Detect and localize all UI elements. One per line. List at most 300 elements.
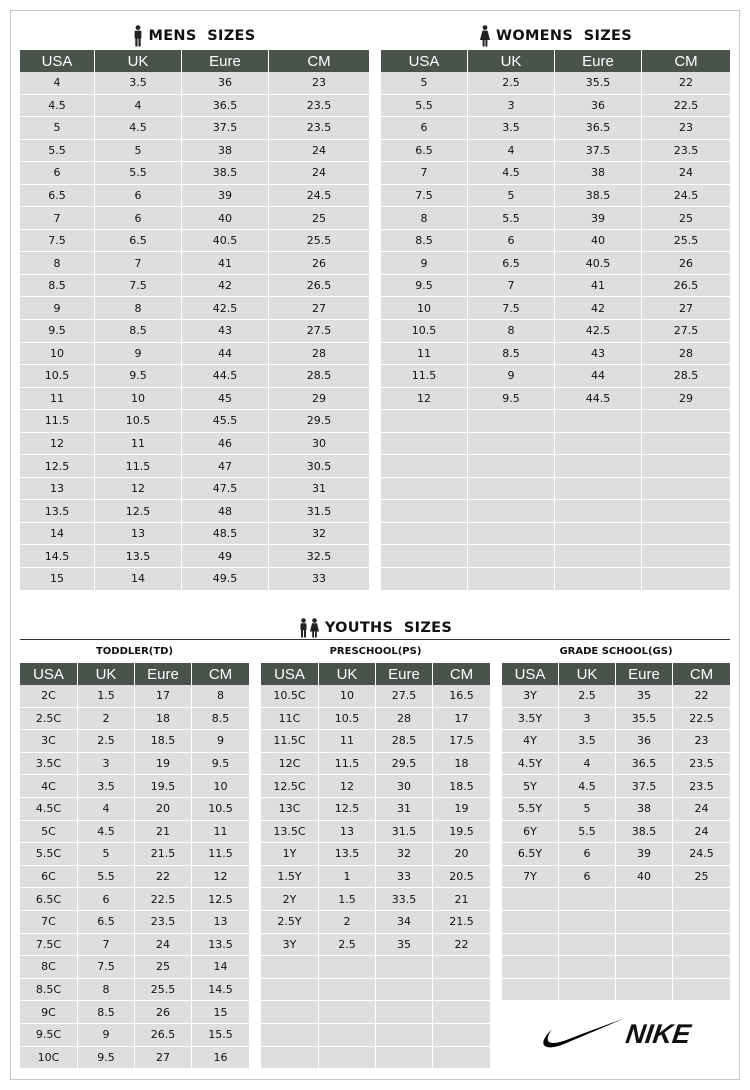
empty-row [261, 1001, 490, 1024]
table-row [381, 343, 730, 366]
table-cell: 37.5 [555, 140, 642, 162]
empty-row [261, 1047, 490, 1070]
table-row [20, 821, 249, 844]
table-cell: 10.5C [261, 685, 319, 707]
table-cell: 9.5 [95, 365, 182, 387]
table-cell: 4.5Y [502, 753, 559, 775]
table-cell [376, 956, 433, 978]
table-cell: 29 [679, 391, 693, 405]
table-cell [319, 1024, 376, 1046]
table-cell: 19 [454, 802, 469, 816]
table-cell [673, 888, 730, 910]
table-cell: 22.5 [673, 98, 699, 112]
table-cell: 8.5 [211, 711, 230, 725]
table-cell: 27 [135, 1047, 192, 1069]
table-cell [381, 523, 468, 545]
mens-title [20, 24, 369, 48]
table-cell: 40 [616, 866, 673, 888]
table-cell: 10C [20, 1047, 78, 1069]
table-cell: 5 [381, 72, 468, 94]
table-cell: 10.5 [208, 802, 233, 816]
table-row [381, 162, 730, 185]
table-cell [381, 433, 468, 455]
table-row [20, 365, 369, 388]
table-cell [555, 500, 642, 522]
table-cell: 22 [454, 937, 469, 951]
table-cell: 22.5 [135, 888, 192, 910]
table-cell: 4.5 [468, 162, 555, 184]
table-row [261, 685, 490, 708]
table-cell: 35 [616, 685, 673, 707]
table-cell [468, 410, 555, 432]
mens-size-table [20, 50, 369, 591]
table-cell: 10 [381, 297, 468, 319]
table-cell [433, 956, 490, 978]
table-cell [261, 1047, 319, 1069]
table-body [20, 685, 249, 1069]
table-cell: 24.5 [689, 847, 714, 861]
table-cell: 13.5 [208, 937, 233, 951]
table-header [20, 50, 369, 72]
table-cell: 6.5 [78, 911, 135, 933]
table-cell: 23.5 [673, 143, 699, 157]
table-cell: 19.5 [135, 775, 192, 797]
table-cell: 33.5 [376, 888, 433, 910]
table-cell: 38 [182, 140, 269, 162]
table-cell: 28 [679, 346, 693, 360]
table-cell: 12 [381, 388, 468, 410]
table-cell: 24 [679, 166, 693, 180]
table-cell: 6.5 [468, 252, 555, 274]
table-row [502, 843, 730, 866]
table-cell: 35 [376, 934, 433, 956]
table-row [381, 365, 730, 388]
preschool-title: PRESCHOOL(PS) [329, 645, 422, 657]
table-cell [319, 979, 376, 1001]
table-row [381, 388, 730, 411]
table-row [261, 888, 490, 911]
table-cell: 43 [555, 343, 642, 365]
table-cell: 48.5 [182, 523, 269, 545]
table-cell [642, 478, 730, 500]
table-cell: 13.5 [319, 843, 376, 865]
table-cell: 8 [381, 207, 468, 229]
table-cell: 27 [312, 301, 326, 315]
table-cell: 22 [679, 76, 693, 90]
nike-logo [509, 1004, 722, 1064]
table-cell: 1 [319, 866, 376, 888]
table-cell: 30 [312, 437, 326, 451]
table-row [20, 297, 369, 320]
table-cell: 6 [78, 888, 135, 910]
empty-row [502, 911, 730, 934]
table-cell: 13 [20, 478, 95, 500]
table-cell: 11 [213, 824, 228, 838]
table-cell: 15 [20, 568, 95, 590]
table-row [20, 275, 369, 298]
table-cell: 4C [20, 775, 78, 797]
table-cell: 42.5 [182, 297, 269, 319]
table-cell [261, 1001, 319, 1023]
table-cell [642, 545, 730, 567]
table-cell: 40 [555, 230, 642, 252]
column-header: UK [78, 663, 135, 685]
table-cell: 4.5 [78, 821, 135, 843]
table-cell: 5Y [502, 775, 559, 797]
table-cell: 4 [78, 798, 135, 820]
table-cell: 11 [319, 730, 376, 752]
table-row [381, 230, 730, 253]
column-header: USA [20, 663, 78, 685]
table-cell: 35.5 [555, 72, 642, 94]
table-cell: 5.5C [20, 843, 78, 865]
table-cell: 3 [78, 753, 135, 775]
table-cell: 6 [468, 230, 555, 252]
table-cell: 31 [376, 798, 433, 820]
table-cell: 9.5C [20, 1024, 78, 1046]
table-cell: 13.5C [261, 821, 319, 843]
table-cell: 16.5 [449, 689, 474, 703]
table-cell: 10 [20, 343, 95, 365]
table-row [20, 753, 249, 776]
table-cell: 7.5 [95, 275, 182, 297]
table-cell: 26 [312, 256, 326, 270]
table-row [261, 798, 490, 821]
column-header: USA [381, 50, 468, 72]
table-cell: 38.5 [182, 162, 269, 184]
table-cell: 21 [135, 821, 192, 843]
gradeschool-title: GRADE SCHOOL(GS) [559, 645, 673, 657]
column-header: CM [208, 665, 233, 683]
table-row [20, 1047, 249, 1070]
table-row [20, 685, 249, 708]
table-cell: 17.5 [449, 734, 474, 748]
table-cell [502, 888, 559, 910]
table-row [261, 753, 490, 776]
table-row [381, 72, 730, 95]
table-cell: 7 [95, 252, 182, 274]
womens-size-table [381, 50, 730, 591]
table-cell: 26.5 [673, 279, 699, 293]
empty-row [502, 956, 730, 979]
toddler-size-table [20, 663, 249, 1069]
table-row [20, 343, 369, 366]
table-cell: 28.5 [306, 369, 332, 383]
table-cell: 24 [694, 824, 709, 838]
table-cell: 6.5 [95, 230, 182, 252]
table-header [502, 663, 730, 685]
table-cell [555, 433, 642, 455]
column-header: CM [449, 665, 474, 683]
table-cell: 12.5 [95, 500, 182, 522]
table-cell: 3C [20, 730, 78, 752]
table-row [502, 798, 730, 821]
table-row [20, 911, 249, 934]
table-cell [381, 545, 468, 567]
table-cell: 10 [95, 388, 182, 410]
table-cell: 23 [312, 76, 326, 90]
youths-title [20, 616, 730, 640]
table-cell: 6 [95, 185, 182, 207]
table-cell [642, 523, 730, 545]
table-cell: 28.5 [673, 369, 699, 383]
table-cell: 38 [555, 162, 642, 184]
column-header: USA [502, 663, 559, 685]
table-cell: 3 [468, 95, 555, 117]
table-cell [433, 1047, 490, 1069]
table-cell: 5 [559, 798, 616, 820]
swoosh-icon [540, 1017, 624, 1051]
table-cell: 8.5 [381, 230, 468, 252]
table-cell: 2Y [261, 888, 319, 910]
table-cell: 17 [454, 711, 469, 725]
table-cell [319, 956, 376, 978]
table-body [261, 685, 490, 1069]
table-cell [559, 911, 616, 933]
table-cell: 14 [20, 523, 95, 545]
man-icon [133, 25, 143, 47]
table-cell: 38.5 [555, 185, 642, 207]
table-cell: 6.5 [381, 140, 468, 162]
table-cell: 41 [182, 252, 269, 274]
table-cell: 11C [261, 708, 319, 730]
table-cell: 23 [694, 734, 709, 748]
table-row [381, 117, 730, 140]
table-cell: 35.5 [616, 708, 673, 730]
table-cell: 8 [217, 689, 224, 703]
table-cell: 24 [312, 143, 326, 157]
table-cell: 14.5 [208, 983, 233, 997]
table-cell: 32 [376, 843, 433, 865]
table-cell: 8.5C [20, 979, 78, 1001]
table-cell: 12 [20, 433, 95, 455]
table-cell: 14 [213, 960, 228, 974]
table-cell: 1.5Y [261, 866, 319, 888]
table-cell: 2.5C [20, 708, 78, 730]
table-cell [642, 500, 730, 522]
table-cell: 36 [555, 95, 642, 117]
table-cell: 8.5 [20, 275, 95, 297]
table-cell: 37.5 [182, 117, 269, 139]
table-cell: 13C [261, 798, 319, 820]
table-cell: 29.5 [306, 414, 332, 428]
table-row [20, 500, 369, 523]
table-cell: 10.5 [319, 708, 376, 730]
table-cell: 39 [616, 843, 673, 865]
table-cell: 16 [213, 1050, 228, 1064]
table-cell: 25 [312, 211, 326, 225]
table-cell: 11.5 [95, 455, 182, 477]
column-header: CM [307, 52, 331, 70]
table-cell: 2 [78, 708, 135, 730]
table-cell: 7.5 [78, 956, 135, 978]
table-cell: 25.5 [306, 234, 332, 248]
table-cell: 30 [376, 775, 433, 797]
table-cell: 24.5 [673, 189, 699, 202]
table-cell: 26 [135, 1001, 192, 1023]
column-header: Eure [555, 50, 642, 72]
column-header: CM [674, 52, 698, 70]
table-cell [433, 979, 490, 1001]
empty-row [502, 979, 730, 1002]
preschool-size-table [261, 663, 490, 1069]
table-cell: 1.5 [78, 685, 135, 707]
womens-title [381, 24, 730, 48]
table-cell: 5C [20, 821, 78, 843]
table-row [381, 140, 730, 163]
table-cell [559, 888, 616, 910]
column-header: Eure [182, 50, 269, 72]
table-row [261, 866, 490, 889]
table-cell: 3.5 [559, 730, 616, 752]
table-cell [433, 1001, 490, 1023]
table-cell: 18 [135, 708, 192, 730]
table-cell: 12.5C [261, 775, 319, 797]
table-cell [376, 1024, 433, 1046]
table-cell: 42 [182, 275, 269, 297]
table-cell: 8.5 [78, 1001, 135, 1023]
table-cell: 3.5 [95, 72, 182, 94]
table-cell: 10 [213, 779, 228, 793]
table-cell [642, 568, 730, 590]
table-cell [642, 455, 730, 477]
gradeschool-size-table [502, 663, 730, 1001]
table-row [261, 821, 490, 844]
table-row [20, 455, 369, 478]
empty-row [502, 888, 730, 911]
table-cell: 28.5 [376, 730, 433, 752]
table-cell: 5.5 [381, 95, 468, 117]
table-cell [673, 911, 730, 933]
table-cell [319, 1047, 376, 1069]
table-cell: 13 [319, 821, 376, 843]
table-header [381, 50, 730, 72]
table-row [20, 568, 369, 591]
table-cell: 22.5 [689, 711, 714, 725]
table-cell [261, 956, 319, 978]
table-cell: 8C [20, 956, 78, 978]
table-cell: 4Y [502, 730, 559, 752]
mens-title-text: MENS SIZES [148, 28, 256, 44]
table-cell: 41 [555, 275, 642, 297]
table-cell: 11.5 [381, 365, 468, 387]
table-cell [559, 979, 616, 1001]
table-cell: 3.5 [468, 117, 555, 139]
empty-row [502, 934, 730, 957]
empty-row [261, 979, 490, 1002]
table-cell: 37.5 [616, 775, 673, 797]
table-cell [642, 410, 730, 432]
table-cell [673, 979, 730, 1001]
table-cell [616, 956, 673, 978]
table-cell: 11.5 [319, 753, 376, 775]
table-cell: 12C [261, 753, 319, 775]
youths-divider [20, 639, 730, 640]
table-cell: 24 [312, 166, 326, 180]
table-cell: 6 [559, 843, 616, 865]
table-header [261, 663, 490, 685]
table-cell: 1.5 [319, 888, 376, 910]
nike-logo-text: NIKE [624, 1018, 693, 1049]
table-cell [381, 478, 468, 500]
table-cell [616, 979, 673, 1001]
table-cell: 19 [135, 753, 192, 775]
table-cell: 45.5 [182, 410, 269, 432]
column-header: UK [95, 50, 182, 72]
table-body [502, 685, 730, 1001]
table-cell: 25 [135, 956, 192, 978]
table-row [20, 1024, 249, 1047]
table-cell: 21.5 [135, 843, 192, 865]
table-cell [376, 1001, 433, 1023]
column-header: UK [559, 663, 616, 685]
table-cell: 15 [213, 1005, 228, 1019]
table-cell: 28 [376, 708, 433, 730]
table-cell: 21 [454, 892, 469, 906]
table-cell: 14 [95, 568, 182, 590]
table-cell [616, 888, 673, 910]
table-row [20, 230, 369, 253]
table-cell: 8 [20, 252, 95, 274]
table-cell: 46 [182, 433, 269, 455]
table-cell: 18.5 [135, 730, 192, 752]
table-row [20, 523, 369, 546]
table-cell: 7 [468, 275, 555, 297]
table-row [20, 866, 249, 889]
table-cell: 9.5 [78, 1047, 135, 1069]
table-cell [555, 568, 642, 590]
table-cell [555, 455, 642, 477]
empty-row [381, 568, 730, 591]
table-cell: 8 [95, 297, 182, 319]
table-row [20, 478, 369, 501]
table-row [20, 775, 249, 798]
column-header: UK [319, 663, 376, 685]
table-cell: 29.5 [376, 753, 433, 775]
table-cell: 8 [468, 320, 555, 342]
table-cell: 27.5 [673, 324, 699, 338]
table-cell: 20.5 [449, 870, 474, 884]
table-cell: 2.5Y [261, 911, 319, 933]
table-row [502, 708, 730, 731]
table-cell: 25 [694, 870, 709, 884]
table-cell: 26 [679, 256, 693, 270]
table-cell: 25.5 [673, 234, 699, 248]
table-cell: 23.5 [689, 757, 714, 771]
table-cell: 24 [135, 934, 192, 956]
empty-row [381, 410, 730, 433]
table-cell: 9 [95, 343, 182, 365]
table-cell [261, 1024, 319, 1046]
table-row [20, 956, 249, 979]
table-cell: 21.5 [449, 915, 474, 929]
table-cell: 24.5 [306, 189, 332, 202]
table-cell: 42.5 [555, 320, 642, 342]
table-cell: 6 [20, 162, 95, 184]
table-cell: 11 [381, 343, 468, 365]
toddler-title: TODDLER(TD) [95, 645, 174, 657]
table-cell: 5.5 [78, 866, 135, 888]
table-cell: 12.5 [208, 892, 233, 906]
table-cell: 3.5Y [502, 708, 559, 730]
column-header: UK [468, 50, 555, 72]
table-cell: 13.5 [20, 500, 95, 522]
table-cell: 29 [312, 391, 326, 405]
table-cell: 5.5 [559, 821, 616, 843]
table-cell [468, 523, 555, 545]
table-cell: 26.5 [306, 279, 332, 293]
table-row [20, 433, 369, 456]
